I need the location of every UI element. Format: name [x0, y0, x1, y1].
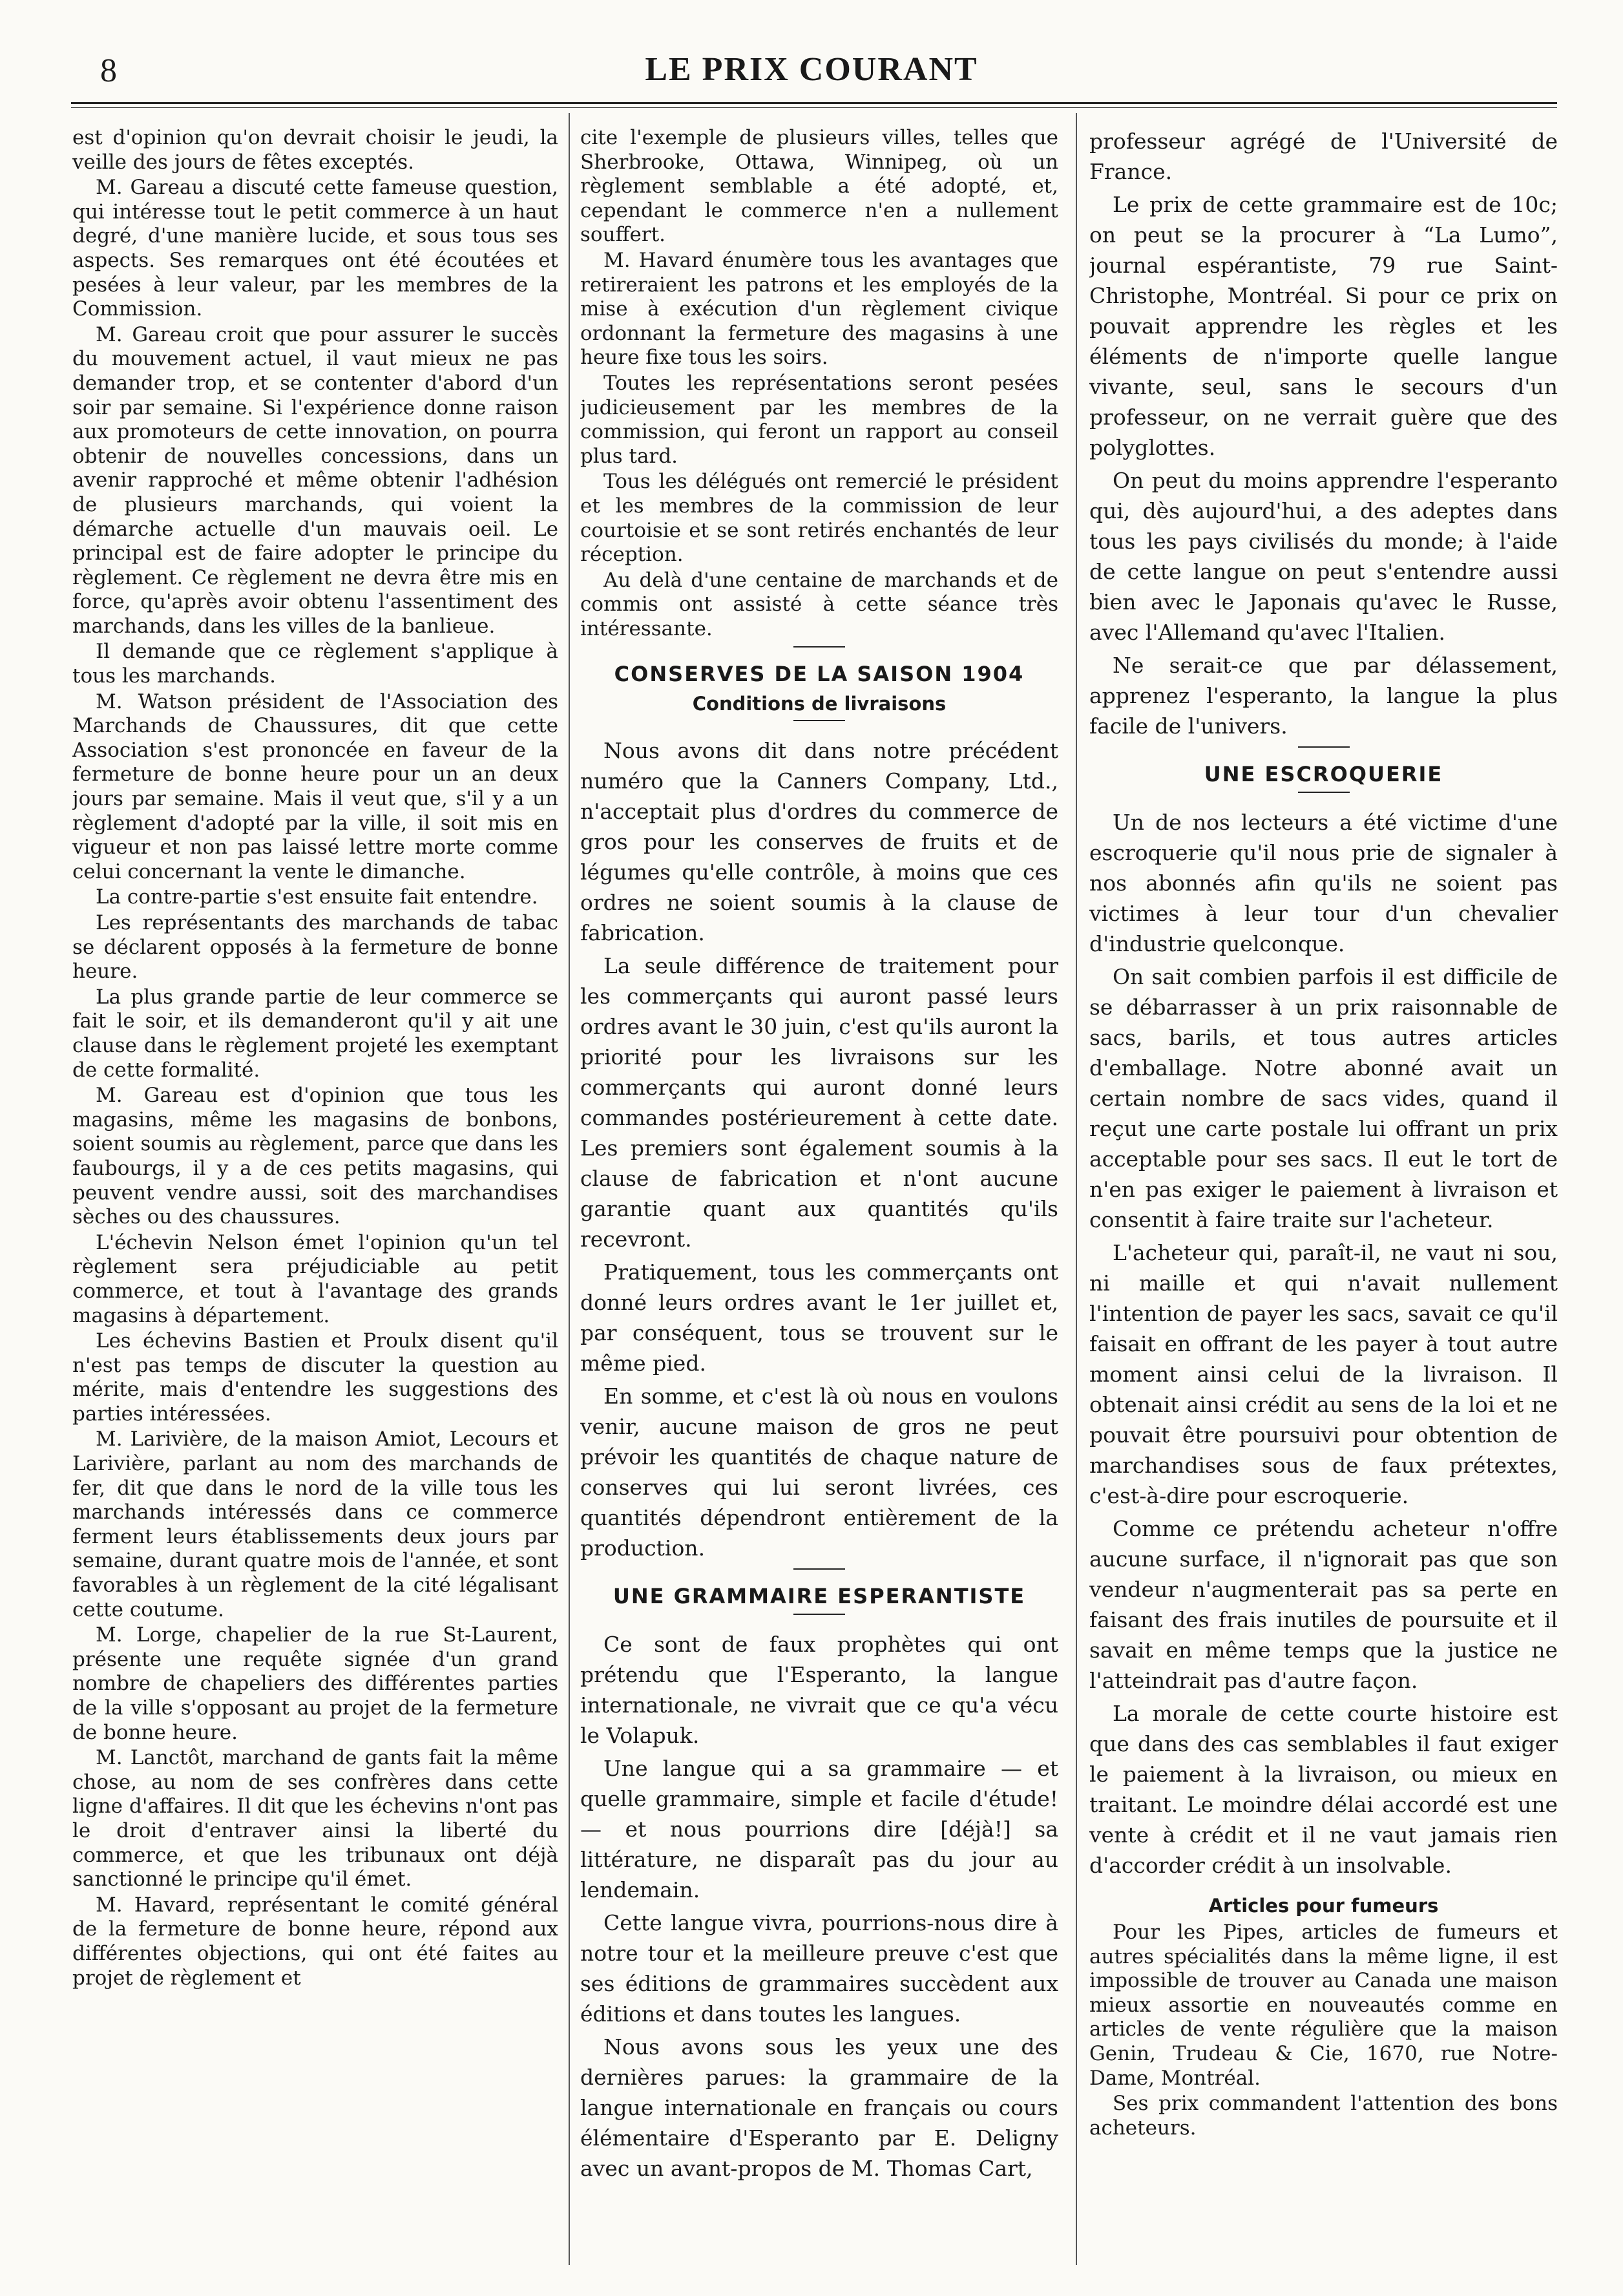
- article-paragraph: M. Havard, représentant le comité général de la fermeture de bonne heure, répond aux différentes objections, qui ont été faites au projet de règlement et: [72, 1893, 558, 1990]
- article-paragraph: La morale de cette courte histoire est que dans des cas semblables il faut exiger le paiement à la livraison, ou mieux en traitant. Le moindre délai accordé est une vente à crédit et il ne vaut jamais rien d'accorder crédit à un insolvable.: [1089, 1701, 1558, 1878]
- article-paragraph: L'échevin Nelson émet l'opinion qu'un tel règlement sera préjudiciable au petit commerce, et tout à l'avantage des grands magasins à département.: [72, 1230, 558, 1327]
- section-rule: [793, 720, 845, 721]
- article-paragraph: Une langue qui a sa grammaire — et quelle grammaire, simple et facile d'étude! — et nous pourrions dire [déjà!] sa littérature, ne disparaît pas du jour au lendemain.: [580, 1756, 1058, 1903]
- section-rule: [1298, 746, 1350, 748]
- section-rule: [793, 1568, 845, 1570]
- article-paragraph: M. Gareau est d'opinion que tous les magasins, même les magasins de bonbons, soient soumis au règlement, parce que dans les faubourgs, il y a de ces petits magasins, qui peuvent vendre aussi, soit des marchandises sèches ou des chaussures.: [72, 1084, 558, 1229]
- column-1: [72, 126, 558, 2265]
- article-paragraph: Les représentants des marchands de tabac se déclarent opposés à la fermeture de bonne heure.: [72, 911, 558, 984]
- article-paragraph: Pratiquement, tous les commerçants ont donné leurs ordres avant le 1er juillet et, par conséquent, tous se trouvent sur le même pied.: [580, 1259, 1058, 1376]
- article-paragraph: En somme, et c'est là où nous en voulons venir, aucune maison de gros ne peut prévoir les quantités de chaque nature de conserves qui lui seront livrées, ces quantités dépendront entièrement de la production.: [580, 1384, 1058, 1561]
- header-rule: [71, 102, 1557, 104]
- article-paragraph: L'acheteur qui, paraît-il, ne vaut ni sou, ni maille et qui n'avait nullement l'intention de payer les sacs, savait ce qu'il faisait en offrant de les payer à tout autre moment ainsi celui de la livraison. Il obtenait ainsi crédit au sens de la loi et ne pouvait être poursuivi pour obtention de marchandises sous de faux prétextes, c'est-à-dire pour escroquerie.: [1089, 1240, 1558, 1508]
- article-paragraph: Ce sont de faux prophètes qui ont prétendu que l'Esperanto, la langue internationale, ne vivrait que ce qu'a vécu le Volapuk.: [580, 1632, 1058, 1749]
- article-paragraph: La plus grande partie de leur commerce se fait le soir, et ils demanderont qu'il y ait une clause dans le règlement projeté les exemptant de cette formalité.: [72, 985, 558, 1082]
- article-paragraph: Nous avons sous les yeux une des dernières parues: la grammaire de la langue internationale en français ou cours élémentaire d'Esperanto par E. Deligny avec un avant-propos de M. Thomas Cart,: [580, 2034, 1058, 2182]
- article-paragraph: Le prix de cette grammaire est de 10c; on peut se la procurer à “La Lumo”, journal espérantiste, 79 rue Saint-Christophe, Montréal. Si pour ce prix on pouvait apprendre les règles et les éléments de n'importe quelle langue vivante, seul, sans le secours d'un professeur, on ne verrait guère que des polyglottes.: [1089, 192, 1558, 460]
- article-paragraph: On peut du moins apprendre l'esperanto qui, dès aujourd'hui, a des adeptes dans tous les pays civilisés du monde; à l'aide de cette langue on peut s'entendre aussi bien avec le Japonais qu'avec le Russe, avec l'Allemand qu'avec l'Italien.: [1089, 468, 1558, 645]
- article-paragraph: La contre-partie s'est ensuite fait entendre.: [96, 885, 538, 909]
- header-rule-thin: [71, 107, 1557, 108]
- article-paragraph: Pour les Pipes, articles de fumeurs et autres spécialités dans la même ligne, il est impossible de trouver au Canada une maison mieux assortie en nouveautés comme en articles de vente régulière que la maison Genin, Trudeau & Cie, 1670, rue Notre-Dame, Montréal.: [1089, 1921, 1558, 2090]
- column-divider: [1076, 113, 1077, 2265]
- article-paragraph: Ses prix commandent l'attention des bons acheteurs.: [1089, 2092, 1558, 2140]
- section-rule: [1298, 792, 1350, 793]
- section-rule: [793, 646, 845, 648]
- article-paragraph: Toutes les représentations seront pesées judicieusement par les membres de la commission, qui feront un rapport au conseil plus tard.: [580, 371, 1058, 468]
- article-paragraph: M. Gareau a discuté cette fameuse question, qui intéresse tout le petit commerce à un haut degré, d'une manière lucide, et sous tous ses aspects. Ses remarques ont été écoutées et pesées à leur valeur, par les membres de la Commission.: [72, 176, 558, 321]
- page-number: 8: [100, 52, 117, 89]
- article-paragraph: Au delà d'une centaine de marchands et de commis ont assisté à cette séance très intéressante.: [580, 568, 1058, 640]
- conserves-heading: CONSERVES DE LA SAISON 1904: [614, 662, 1025, 687]
- article-paragraph: est d'opinion qu'on devrait choisir le jeudi, la veille des jours de fêtes exceptés.: [72, 126, 558, 174]
- newspaper-title: LE PRIX COURANT: [645, 51, 978, 88]
- article-paragraph: Tous les délégués ont remercié le président et les membres de la commission de leur courtoisie et se sont retirés enchantés de leur réception.: [580, 470, 1058, 567]
- article-paragraph: Comme ce prétendu acheteur n'offre aucune surface, il n'ignorait pas que son vendeur n'augmenterait pas sa perte en faisant des frais inutiles de poursuite et il savait en même temps que la justice ne l'atteindrait pas d'autre façon.: [1089, 1516, 1558, 1693]
- article-paragraph: Nous avons dit dans notre précédent numéro que la Canners Company, Ltd., n'acceptait plus d'ordres du commerce de gros pour les conserves de fruits et de légumes qu'elle contrôle, à moins que ces ordres ne soient soumis à la clause de fabrication.: [580, 738, 1058, 946]
- fumeurs-heading: Articles pour fumeurs: [1208, 1895, 1439, 1917]
- article-paragraph: La seule différence de traitement pour les commerçants qui auront passé leurs ordres avant le 30 juin, c'est qu'ils auront la priorité pour les livraisons sur les commerçants qui auront donné leurs commandes postérieurement à cette date. Les premiers sont également soumis à la clause de fabrication et n'ont aucune garantie quant aux quantités qu'ils recevront.: [580, 953, 1058, 1252]
- article-paragraph: Il demande que ce règlement s'applique à tous les marchands.: [72, 640, 558, 688]
- article-paragraph: On sait combien parfois il est difficile de se débarrasser à un prix raisonnable de sacs, barils, et tous autres articles d'emballage. Notre abonné avait un certain nombre de sacs vides, quand il reçut une carte postale lui offrant un prix acceptable pour ses sacs. Il eut le tort de n'en pas exiger le paiement à livraison et consentit à faire traite sur l'acheteur.: [1089, 964, 1558, 1232]
- conserves-subheading: Conditions de livraisons: [692, 693, 947, 715]
- article-paragraph: cite l'exemple de plusieurs villes, telles que Sherbrooke, Ottawa, Winnipeg, où un règlement semblable a été adopté, et, cependant le commerce n'en a nullement souffert.: [580, 126, 1058, 247]
- section-rule: [793, 1614, 845, 1615]
- article-paragraph: Cette langue vivra, pourrions-nous dire à notre tour et la meilleure preuve c'est que ses éditions de grammaires succèdent aux éditions et dans toutes les langues.: [580, 1910, 1058, 2027]
- article-paragraph: Un de nos lecteurs a été victime d'une escroquerie qu'il nous prie de signaler à nos abonnés afin qu'ils ne soient pas victimes à leur tour d'un chevalier d'industrie quelconque.: [1089, 810, 1558, 956]
- column-2: [580, 126, 1058, 2265]
- article-paragraph: M. Lanctôt, marchand de gants fait la même chose, au nom de ses confrères dans cette ligne d'affaires. Il dit que les échevins n'ont pas le droit d'entraver ainsi la liberté du commerce, et que les tribunaux ont déjà sanctionné le principe qu'il émet.: [72, 1746, 558, 1891]
- column-divider: [569, 113, 570, 2265]
- article-paragraph: M. Larivière, de la maison Amiot, Lecours et Larivière, parlant au nom des marchands de fer, dit que dans le nord de la ville tous les marchands intéressés dans ce commerce ferment leurs établissements deux jours par semaine, durant quatre mois de l'année, et sont favorables à un règlement de la cité légalisant cette coutume.: [72, 1427, 558, 1621]
- article-paragraph: professeur agrégé de l'Université de France.: [1089, 129, 1558, 184]
- article-paragraph: M. Gareau croit que pour assurer le succès du mouvement actuel, il vaut mieux ne pas demander trop, et se contenter d'abord d'un soir par semaine. Si l'expérience donne raison aux promoteurs de cette innovation, on pourra obtenir de nouvelles concessions, dans un avenir rapproché et même obtenir l'adhésion de plusieurs marchands, qui voient la démarche actuelle d'un mauvais oeil. Le principal est de faire adopter le principe du règlement. Ce règlement ne devra être mis en force, qu'après avoir obtenu l'assentiment des marchands, dans les villes de la banlieue.: [72, 322, 558, 638]
- article-paragraph: M. Lorge, chapelier de la rue St-Laurent, présente une requête signée d'un grand nombre de chapeliers des différentes parties de la ville s'opposant au projet de la fermeture de bonne heure.: [72, 1623, 558, 1744]
- article-paragraph: Ne serait-ce que par délassement, apprenez l'esperanto, la langue la plus facile de l'univers.: [1089, 653, 1558, 739]
- article-paragraph: M. Havard énumère tous les avantages que retireraient les patrons et les employés de la mise à exécution d'un règlement civique ordonnant la fermeture des magasins à une heure fixe tous les soirs.: [580, 248, 1058, 370]
- article-paragraph: M. Watson président de l'Association des Marchands de Chaussures, dit que cette Association s'est prononcée en faveur de la fermeture de bonne heure pour un an deux jours par semaine. Mais il veut que, s'il y a un règlement d'adopté par la ville, il soit mis en vigueur et non pas laissé lettre morte comme celui concernant la vente le dimanche.: [72, 690, 558, 883]
- column-3: [1089, 126, 1558, 2265]
- article-paragraph: Les échevins Bastien et Proulx disent qu'il n'est pas temps de discuter la question au mérite, mais d'entendre les suggestions des parties intéressées.: [72, 1329, 558, 1426]
- grammaire-heading: UNE GRAMMAIRE ESPERANTISTE: [613, 1584, 1026, 1609]
- escroquerie-heading: UNE ESCROQUERIE: [1204, 762, 1443, 786]
